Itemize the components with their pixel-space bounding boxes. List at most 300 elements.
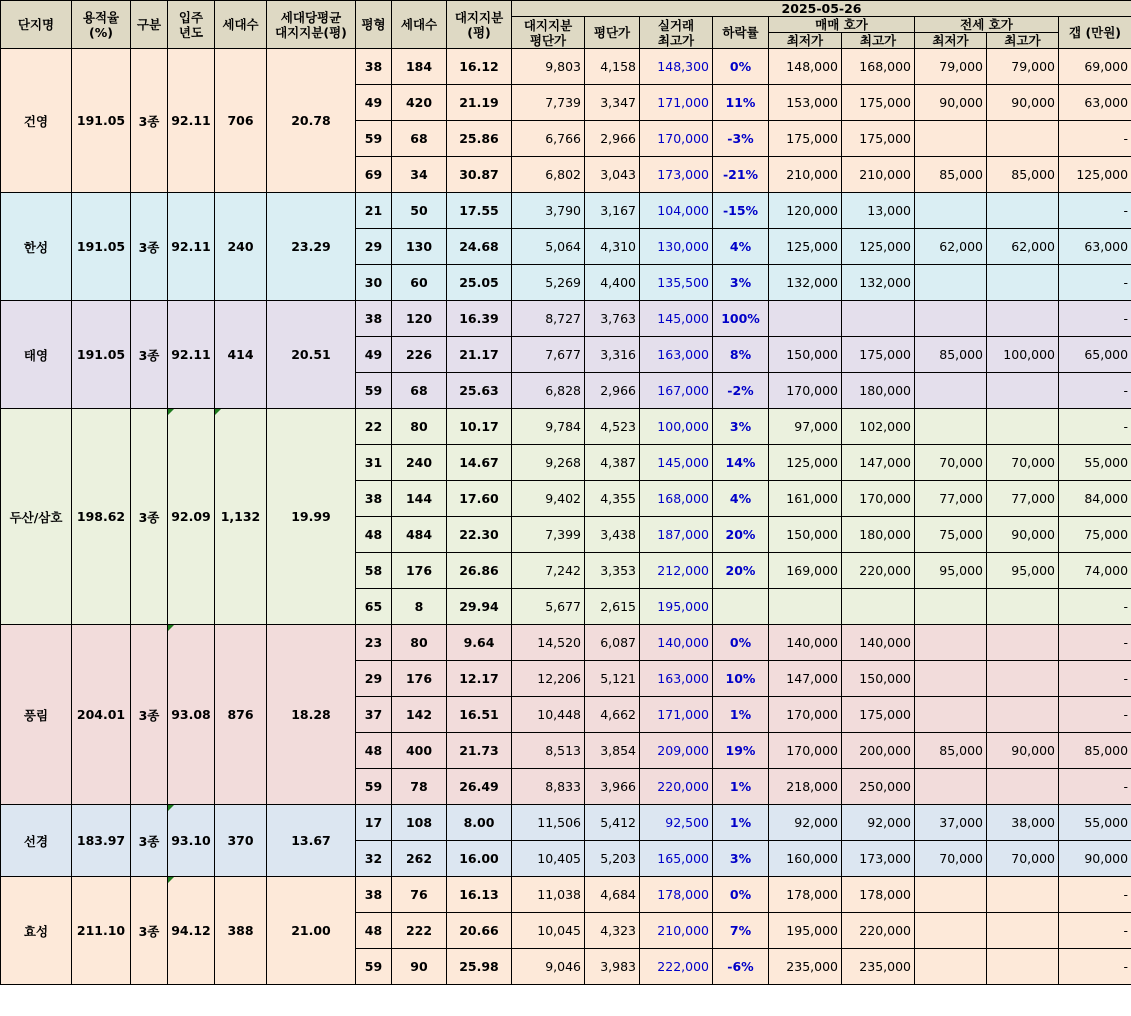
avg-land-cell: 18.28	[267, 625, 356, 805]
sale-group-header: 매매 호가	[769, 17, 915, 33]
sale-min-cell: 132,000	[769, 265, 842, 301]
land-price-cell: 9,803	[512, 49, 585, 85]
gap-cell: 63,000	[1059, 229, 1131, 265]
unit-households-cell: 176	[392, 553, 447, 589]
drop-rate-cell: 7%	[713, 913, 769, 949]
avg-land-cell: 19.99	[267, 409, 356, 625]
unit-households-cell: 108	[392, 805, 447, 841]
top-trade-cell: 148,300	[640, 49, 713, 85]
jeonse-group-header: 전세 호가	[915, 17, 1059, 33]
col-land-price: 대지지분 평단가	[512, 17, 585, 49]
land-share-cell: 17.60	[447, 481, 512, 517]
land-share-cell: 25.86	[447, 121, 512, 157]
land-share-cell: 16.51	[447, 697, 512, 733]
col-size: 평형	[356, 1, 392, 49]
gap-cell: 69,000	[1059, 49, 1131, 85]
unit-households-cell: 262	[392, 841, 447, 877]
sale-min-cell: 218,000	[769, 769, 842, 805]
gap-cell: 85,000	[1059, 733, 1131, 769]
table-row	[1, 301, 1131, 337]
sale-min-cell: 178,000	[769, 877, 842, 913]
land-share-cell: 9.64	[447, 625, 512, 661]
size-cell: 59	[356, 949, 392, 985]
drop-rate-cell: 1%	[713, 697, 769, 733]
land-price-cell: 8,513	[512, 733, 585, 769]
land-price-cell: 10,448	[512, 697, 585, 733]
top-trade-cell: 170,000	[640, 121, 713, 157]
drop-rate-cell: 20%	[713, 517, 769, 553]
pyeong-price-cell: 3,347	[585, 85, 640, 121]
top-trade-cell: 167,000	[640, 373, 713, 409]
households-cell: 1,132	[215, 409, 267, 625]
top-trade-cell: 104,000	[640, 193, 713, 229]
jeonse-max-cell	[987, 265, 1059, 301]
size-cell: 21	[356, 193, 392, 229]
jeonse-max-cell	[987, 625, 1059, 661]
land-share-cell: 22.30	[447, 517, 512, 553]
zone-cell: 3종	[131, 805, 168, 877]
unit-households-cell: 130	[392, 229, 447, 265]
pyeong-price-cell: 4,400	[585, 265, 640, 301]
jeonse-min-cell: 70,000	[915, 841, 987, 877]
unit-households-cell: 68	[392, 121, 447, 157]
households-cell: 876	[215, 625, 267, 805]
jeonse-max-cell	[987, 877, 1059, 913]
unit-households-cell: 80	[392, 409, 447, 445]
size-cell: 48	[356, 517, 392, 553]
land-share-cell: 20.66	[447, 913, 512, 949]
top-trade-cell: 163,000	[640, 337, 713, 373]
households-cell: 706	[215, 49, 267, 193]
sale-max-cell: 125,000	[842, 229, 915, 265]
pyeong-price-cell: 4,310	[585, 229, 640, 265]
zone-cell: 3종	[131, 301, 168, 409]
pyeong-price-cell: 3,983	[585, 949, 640, 985]
complex-name-cell: 한성	[1, 193, 72, 301]
land-share-cell: 16.13	[447, 877, 512, 913]
land-share-cell: 14.67	[447, 445, 512, 481]
land-share-cell: 16.39	[447, 301, 512, 337]
unit-households-cell: 144	[392, 481, 447, 517]
size-cell: 59	[356, 769, 392, 805]
jeonse-min-cell	[915, 121, 987, 157]
gap-cell: 125,000	[1059, 157, 1131, 193]
col-sale-min: 최저가	[769, 33, 842, 49]
col-drop-rate: 하락률	[713, 17, 769, 49]
gap-cell: 55,000	[1059, 445, 1131, 481]
pyeong-price-cell: 3,043	[585, 157, 640, 193]
jeonse-max-cell	[987, 661, 1059, 697]
jeonse-min-cell: 62,000	[915, 229, 987, 265]
top-trade-cell: 92,500	[640, 805, 713, 841]
pyeong-price-cell: 4,662	[585, 697, 640, 733]
sale-min-cell: 148,000	[769, 49, 842, 85]
drop-rate-cell: 4%	[713, 481, 769, 517]
top-trade-cell: 130,000	[640, 229, 713, 265]
col-land-share: 대지지분 (평)	[447, 1, 512, 49]
jeonse-max-cell: 77,000	[987, 481, 1059, 517]
drop-rate-cell: 10%	[713, 661, 769, 697]
pyeong-price-cell: 4,684	[585, 877, 640, 913]
move-in-cell: 92.11	[168, 301, 215, 409]
size-cell: 59	[356, 373, 392, 409]
gap-cell: -	[1059, 661, 1131, 697]
jeonse-max-cell	[987, 697, 1059, 733]
sale-max-cell: 175,000	[842, 121, 915, 157]
size-cell: 69	[356, 157, 392, 193]
table-row	[1, 805, 1131, 841]
avg-land-cell: 20.51	[267, 301, 356, 409]
size-cell: 65	[356, 589, 392, 625]
move-in-cell: 93.08	[168, 625, 215, 805]
jeonse-max-cell: 85,000	[987, 157, 1059, 193]
drop-rate-cell: -2%	[713, 373, 769, 409]
gap-cell: 74,000	[1059, 553, 1131, 589]
sale-max-cell: 220,000	[842, 913, 915, 949]
sale-max-cell: 140,000	[842, 625, 915, 661]
households-cell: 388	[215, 877, 267, 985]
sale-min-cell: 140,000	[769, 625, 842, 661]
avg-land-cell: 21.00	[267, 877, 356, 985]
top-trade-cell: 171,000	[640, 697, 713, 733]
col-complex-name: 단지명	[1, 1, 72, 49]
col-households: 세대수	[215, 1, 267, 49]
land-price-cell: 8,833	[512, 769, 585, 805]
unit-households-cell: 90	[392, 949, 447, 985]
jeonse-max-cell: 62,000	[987, 229, 1059, 265]
sale-max-cell: 170,000	[842, 481, 915, 517]
sale-max-cell: 175,000	[842, 337, 915, 373]
jeonse-max-cell	[987, 121, 1059, 157]
far-cell: 191.05	[72, 49, 131, 193]
unit-households-cell: 68	[392, 373, 447, 409]
land-price-cell: 11,038	[512, 877, 585, 913]
land-price-cell: 10,045	[512, 913, 585, 949]
gap-cell: 90,000	[1059, 841, 1131, 877]
size-cell: 22	[356, 409, 392, 445]
drop-rate-cell: -3%	[713, 121, 769, 157]
unit-households-cell: 400	[392, 733, 447, 769]
zone-cell: 3종	[131, 877, 168, 985]
pyeong-price-cell: 4,387	[585, 445, 640, 481]
sale-min-cell: 120,000	[769, 193, 842, 229]
land-share-cell: 21.19	[447, 85, 512, 121]
sale-min-cell: 125,000	[769, 229, 842, 265]
drop-rate-cell: 3%	[713, 841, 769, 877]
unit-households-cell: 78	[392, 769, 447, 805]
jeonse-max-cell: 79,000	[987, 49, 1059, 85]
col-jeonse-min: 최저가	[915, 33, 987, 49]
sale-min-cell: 161,000	[769, 481, 842, 517]
move-in-cell: 92.09	[168, 409, 215, 625]
size-cell: 23	[356, 625, 392, 661]
jeonse-min-cell: 37,000	[915, 805, 987, 841]
drop-rate-cell: 3%	[713, 409, 769, 445]
unit-households-cell: 34	[392, 157, 447, 193]
top-trade-cell: 135,500	[640, 265, 713, 301]
top-trade-cell: 145,000	[640, 445, 713, 481]
jeonse-min-cell	[915, 661, 987, 697]
top-trade-cell: 165,000	[640, 841, 713, 877]
households-cell: 240	[215, 193, 267, 301]
gap-cell: 84,000	[1059, 481, 1131, 517]
jeonse-min-cell	[915, 193, 987, 229]
size-cell: 48	[356, 733, 392, 769]
unit-households-cell: 222	[392, 913, 447, 949]
sale-max-cell: 250,000	[842, 769, 915, 805]
land-share-cell: 25.63	[447, 373, 512, 409]
col-top-trade: 실거래 최고가	[640, 17, 713, 49]
gap-cell: 75,000	[1059, 517, 1131, 553]
top-trade-cell: 168,000	[640, 481, 713, 517]
sale-min-cell: 170,000	[769, 373, 842, 409]
sale-min-cell: 160,000	[769, 841, 842, 877]
pyeong-price-cell: 3,316	[585, 337, 640, 373]
jeonse-min-cell: 85,000	[915, 337, 987, 373]
date-header: 2025-05-26	[512, 1, 1131, 17]
sale-max-cell: 200,000	[842, 733, 915, 769]
jeonse-min-cell	[915, 949, 987, 985]
pyeong-price-cell: 3,438	[585, 517, 640, 553]
pyeong-price-cell: 3,353	[585, 553, 640, 589]
drop-rate-cell: 0%	[713, 49, 769, 85]
drop-rate-cell	[713, 589, 769, 625]
jeonse-max-cell: 90,000	[987, 517, 1059, 553]
jeonse-min-cell	[915, 301, 987, 337]
sale-min-cell: 170,000	[769, 733, 842, 769]
sale-max-cell: 235,000	[842, 949, 915, 985]
gap-cell: -	[1059, 193, 1131, 229]
land-price-cell: 9,784	[512, 409, 585, 445]
jeonse-min-cell	[915, 409, 987, 445]
unit-households-cell: 420	[392, 85, 447, 121]
drop-rate-cell: 1%	[713, 769, 769, 805]
sale-min-cell	[769, 301, 842, 337]
land-share-cell: 12.17	[447, 661, 512, 697]
land-share-cell: 8.00	[447, 805, 512, 841]
gap-cell: -	[1059, 877, 1131, 913]
pyeong-price-cell: 4,523	[585, 409, 640, 445]
jeonse-max-cell: 70,000	[987, 841, 1059, 877]
table-row	[1, 49, 1131, 85]
land-share-cell: 25.05	[447, 265, 512, 301]
sale-min-cell: 150,000	[769, 337, 842, 373]
jeonse-min-cell	[915, 265, 987, 301]
gap-cell: -	[1059, 949, 1131, 985]
move-in-cell: 93.10	[168, 805, 215, 877]
jeonse-min-cell: 79,000	[915, 49, 987, 85]
pyeong-price-cell: 3,167	[585, 193, 640, 229]
table-row	[1, 625, 1131, 661]
top-trade-cell: 145,000	[640, 301, 713, 337]
zone-cell: 3종	[131, 49, 168, 193]
land-price-cell: 6,828	[512, 373, 585, 409]
size-cell: 38	[356, 481, 392, 517]
sale-max-cell: 147,000	[842, 445, 915, 481]
gap-cell: -	[1059, 409, 1131, 445]
far-cell: 191.05	[72, 193, 131, 301]
land-share-cell: 16.00	[447, 841, 512, 877]
zone-cell: 3종	[131, 625, 168, 805]
unit-households-cell: 60	[392, 265, 447, 301]
gap-cell: 65,000	[1059, 337, 1131, 373]
table-body	[1, 49, 1131, 985]
land-price-cell: 9,046	[512, 949, 585, 985]
land-price-cell: 5,064	[512, 229, 585, 265]
jeonse-max-cell	[987, 769, 1059, 805]
complex-name-cell: 효성	[1, 877, 72, 985]
col-unit-households: 세대수	[392, 1, 447, 49]
table-row	[1, 877, 1131, 913]
jeonse-min-cell	[915, 589, 987, 625]
size-cell: 31	[356, 445, 392, 481]
pyeong-price-cell: 4,323	[585, 913, 640, 949]
unit-households-cell: 142	[392, 697, 447, 733]
land-price-cell: 7,399	[512, 517, 585, 553]
top-trade-cell: 171,000	[640, 85, 713, 121]
unit-households-cell: 176	[392, 661, 447, 697]
sale-min-cell: 210,000	[769, 157, 842, 193]
pyeong-price-cell: 3,763	[585, 301, 640, 337]
land-price-cell: 6,766	[512, 121, 585, 157]
jeonse-min-cell	[915, 625, 987, 661]
sale-max-cell: 13,000	[842, 193, 915, 229]
col-zone: 구분	[131, 1, 168, 49]
sale-max-cell	[842, 301, 915, 337]
land-share-cell: 25.98	[447, 949, 512, 985]
drop-rate-cell: 0%	[713, 877, 769, 913]
jeonse-max-cell: 90,000	[987, 85, 1059, 121]
land-price-cell: 12,206	[512, 661, 585, 697]
sale-min-cell: 97,000	[769, 409, 842, 445]
move-in-cell: 92.11	[168, 193, 215, 301]
gap-cell: -	[1059, 697, 1131, 733]
complex-name-cell: 태영	[1, 301, 72, 409]
unit-households-cell: 226	[392, 337, 447, 373]
land-share-cell: 10.17	[447, 409, 512, 445]
size-cell: 58	[356, 553, 392, 589]
zone-cell: 3종	[131, 409, 168, 625]
col-pyeong-price: 평단가	[585, 17, 640, 49]
col-far: 용적율 (%)	[72, 1, 131, 49]
pyeong-price-cell: 4,355	[585, 481, 640, 517]
jeonse-min-cell: 95,000	[915, 553, 987, 589]
sale-max-cell: 102,000	[842, 409, 915, 445]
size-cell: 48	[356, 913, 392, 949]
jeonse-min-cell: 85,000	[915, 157, 987, 193]
land-share-cell: 21.73	[447, 733, 512, 769]
unit-households-cell: 8	[392, 589, 447, 625]
land-price-cell: 5,677	[512, 589, 585, 625]
top-trade-cell: 195,000	[640, 589, 713, 625]
jeonse-max-cell: 100,000	[987, 337, 1059, 373]
jeonse-min-cell	[915, 913, 987, 949]
jeonse-max-cell	[987, 913, 1059, 949]
size-cell: 29	[356, 229, 392, 265]
top-trade-cell: 210,000	[640, 913, 713, 949]
size-cell: 38	[356, 49, 392, 85]
jeonse-max-cell: 90,000	[987, 733, 1059, 769]
size-cell: 59	[356, 121, 392, 157]
size-cell: 30	[356, 265, 392, 301]
col-avg-land: 세대당평균 대지지분(평)	[267, 1, 356, 49]
col-gap: 갭 (만원)	[1059, 17, 1131, 49]
jeonse-max-cell	[987, 409, 1059, 445]
jeonse-min-cell: 70,000	[915, 445, 987, 481]
sale-min-cell: 175,000	[769, 121, 842, 157]
land-share-cell: 26.49	[447, 769, 512, 805]
jeonse-max-cell: 95,000	[987, 553, 1059, 589]
gap-cell: -	[1059, 769, 1131, 805]
far-cell: 211.10	[72, 877, 131, 985]
far-cell: 198.62	[72, 409, 131, 625]
pyeong-price-cell: 5,121	[585, 661, 640, 697]
size-cell: 29	[356, 661, 392, 697]
gap-cell: -	[1059, 625, 1131, 661]
sale-max-cell: 173,000	[842, 841, 915, 877]
complex-name-cell: 선경	[1, 805, 72, 877]
drop-rate-cell: 1%	[713, 805, 769, 841]
sale-min-cell: 153,000	[769, 85, 842, 121]
size-cell: 49	[356, 85, 392, 121]
sale-min-cell: 170,000	[769, 697, 842, 733]
col-sale-max: 최고가	[842, 33, 915, 49]
pyeong-price-cell: 6,087	[585, 625, 640, 661]
drop-rate-cell: 20%	[713, 553, 769, 589]
complex-name-cell: 풍림	[1, 625, 72, 805]
pyeong-price-cell: 5,412	[585, 805, 640, 841]
pyeong-price-cell: 2,966	[585, 121, 640, 157]
sale-max-cell: 178,000	[842, 877, 915, 913]
jeonse-min-cell: 85,000	[915, 733, 987, 769]
pyeong-price-cell: 4,158	[585, 49, 640, 85]
drop-rate-cell: 14%	[713, 445, 769, 481]
unit-households-cell: 240	[392, 445, 447, 481]
size-cell: 38	[356, 301, 392, 337]
pyeong-price-cell: 2,966	[585, 373, 640, 409]
jeonse-max-cell	[987, 949, 1059, 985]
sale-max-cell: 175,000	[842, 85, 915, 121]
jeonse-max-cell	[987, 193, 1059, 229]
gap-cell: 55,000	[1059, 805, 1131, 841]
drop-rate-cell: 0%	[713, 625, 769, 661]
top-trade-cell: 187,000	[640, 517, 713, 553]
sale-min-cell: 125,000	[769, 445, 842, 481]
unit-households-cell: 484	[392, 517, 447, 553]
drop-rate-cell: 4%	[713, 229, 769, 265]
unit-households-cell: 80	[392, 625, 447, 661]
drop-rate-cell: 100%	[713, 301, 769, 337]
households-cell: 370	[215, 805, 267, 877]
gap-cell: -	[1059, 373, 1131, 409]
land-price-cell: 10,405	[512, 841, 585, 877]
move-in-cell: 94.12	[168, 877, 215, 985]
zone-cell: 3종	[131, 193, 168, 301]
size-cell: 38	[356, 877, 392, 913]
table-row	[1, 193, 1131, 229]
drop-rate-cell: -15%	[713, 193, 769, 229]
drop-rate-cell: -21%	[713, 157, 769, 193]
sale-max-cell: 220,000	[842, 553, 915, 589]
land-price-cell: 8,727	[512, 301, 585, 337]
jeonse-min-cell: 90,000	[915, 85, 987, 121]
pyeong-price-cell: 3,966	[585, 769, 640, 805]
drop-rate-cell: 19%	[713, 733, 769, 769]
top-trade-cell: 209,000	[640, 733, 713, 769]
top-trade-cell: 220,000	[640, 769, 713, 805]
complex-name-cell: 건영	[1, 49, 72, 193]
jeonse-min-cell	[915, 769, 987, 805]
